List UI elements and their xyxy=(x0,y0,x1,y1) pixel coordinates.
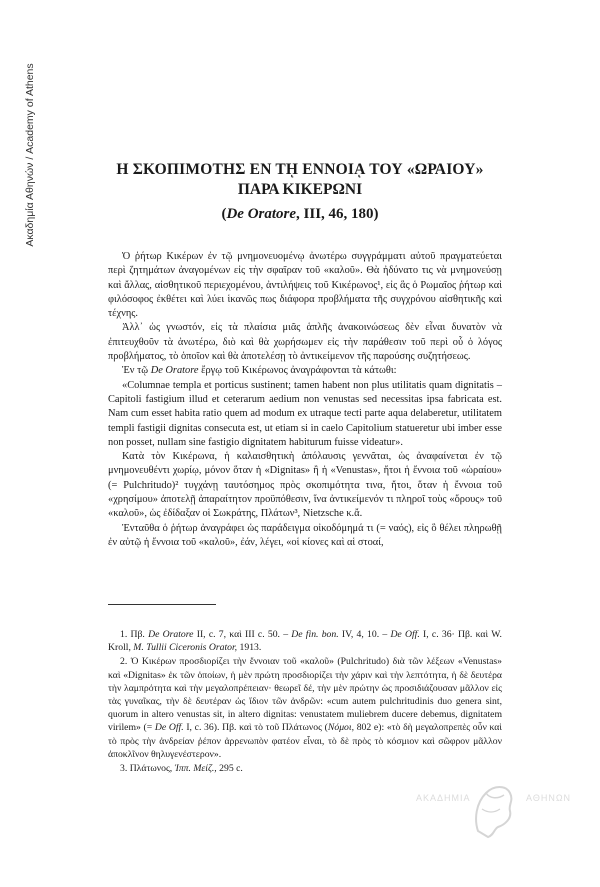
fn1-part: 1. Πβ. xyxy=(120,629,149,640)
paragraph-5: Κατὰ τὸν Κικέρωνα, ἡ καλαισθητικὴ ἀπόλαυσις γεννᾶται, ὡς ἀναφαίνεται ἐν τῷ μνημονευθέντι χωρίῳ, μόνον ὅταν ἡ «Dignitas» ἢ ἡ «Venustas», ἤτοι ἡ ἔννοια τοῦ «ὡραίου» (= Pulchritudo)² τυγχάνῃ ταυτόσημος πρὸς σκοπιμότητα τινα, ἤτοι, ὅταν ἡ ἔννοια τοῦ «χρησίμου» ἀποτελῇ ἀπαραίτητον προϋπόθεσιν, ἵνα ἀντικείμενόν τι πληροῖ τοὺς «ὅρους» τοῦ «καλοῦ», ὡς ἐδίδαξαν οἱ Σωκράτης, Πλάτων³, Nietzsche κ.ἄ. xyxy=(108,451,502,520)
archive-side-label-text: Ακαδημία Αθηνών / Academy of Athens xyxy=(24,63,36,247)
title-line-2: ΠΑΡΑ ΚΙΚΕΡΩΝΙ xyxy=(237,181,363,198)
fn1-part: II, c. 7, καὶ III c. 50. – xyxy=(193,629,292,640)
fn3-part: 3. Πλάτωνος, xyxy=(120,763,175,775)
fn2-part: Νόμοι, xyxy=(327,722,355,734)
paragraph-3-work: De Oratore xyxy=(150,365,199,377)
archive-side-label xyxy=(22,40,38,270)
title-line-1: Η ΣΚΟΠΙΜΟΤΗΣ ΕΝ Τῌ ΕΝΝΟΙᾼ ΤΟΥ «ΩΡΑΙΟΥ» xyxy=(116,161,484,178)
title-line-3-work: De Oratore xyxy=(226,206,297,222)
fn1-part: M. Tullii Ciceronis Orator, xyxy=(133,642,238,654)
article-title-block xyxy=(100,160,500,225)
fn1-part: I, c. 36· Πβ. καὶ W. Kroll, xyxy=(108,629,502,654)
fn2-part: 802 e): «τὸ δὴ μεγαλοπρεπὲς οὖν καὶ τὸ πρὸς τὴν ἀνδρείαν ῥέπον ἀρρενωπὸν φατέον εἶναι, τὸ δὲ πρὸς τὸ κόσμιον καὶ σῶφρον μᾶλλον ἀποκλῖνον θηλυγενέστερον». xyxy=(108,722,502,760)
fn2-part: 2. Ὁ Κικέρων προσδιορίζει τὴν ἔννοιαν τοῦ «καλοῦ» (Pulchritudo) διὰ τῶν λέξεων «Venustas» καὶ «Dignitas» ἐκ τῶν ὁποίων, ἡ μὲν πρώτη προσδιορίζει τὴν χάριν καὶ τὴν λεπτότητα, ἡ δὲ δευτέρα τὴν λαμπρότητα καὶ τὴν μεγαλοπρέπειαν· θεωρεῖ δέ, τὴν μὲν πρώτην ὡς προσιδιάζουσαν μᾶλλον εἰς τὰς γυναῖκας, τὴν δὲ δευτέραν ὡς ἴδιον τῶν ἀνδρῶν: «cum autem pulchritudinis duo genera sint, quorum in altero venustas sit, in altero dignitas: venustatem muliebrem ducere debemus, dignitatem virilem» (= xyxy=(108,656,502,734)
footnote-3 xyxy=(108,762,502,775)
footnote-1 xyxy=(108,628,502,654)
footnote-divider xyxy=(108,604,216,605)
title-line-3 xyxy=(100,203,500,225)
fn3-part: 295 c. xyxy=(216,763,243,775)
title-line-3-ref: , III, 46, 180) xyxy=(296,206,379,222)
paragraph-6: Ἐνταῦθα ὁ ῥήτωρ ἀναγράφει ὡς παράδειγμα οἰκοδόμημά τι (= ναός), εἰς ὃ θέλει πληρωθῇ ἐν αὐτῷ ἡ ἔννοια τοῦ «καλοῦ», ἐάν, λέγει, «οἱ κίονες καὶ αἱ στοαί, xyxy=(108,522,502,548)
fn2-part: De Off. xyxy=(154,722,184,734)
paragraph-3-post: ἔργῳ τοῦ Κικέρωνος ἀναγράφονται τὰ κάτωθι: xyxy=(198,365,397,377)
paragraph-3 xyxy=(108,364,502,378)
fn2-part: I, c. 36). Πβ. καὶ τὸ τοῦ Πλάτωνος ( xyxy=(183,722,328,734)
footnote-2 xyxy=(108,655,502,761)
article-body xyxy=(108,250,502,550)
paragraph-2: Ἀλλ᾽ ὡς γνωστόν, εἰς τὰ πλαίσια μιᾶς ἁπλῆς ἀνακοινώσεως δὲν εἶναι δυνατὸν νὰ ἐπιτευχθοῦν τὰ ἀνωτέρω, διὸ καὶ θὰ χωρήσωμεν εἰς τὴν παράθεσιν τοῦ περὶ οὗ ὁ λόγος προβλήματος, τὸ ὁποῖον καὶ θὰ ἀποτελέσῃ τὸ ἀντικείμενον τῆς παρούσης συζητήσεως. xyxy=(108,322,502,363)
paragraph-1: Ὁ ῥήτωρ Κικέρων ἐν τῷ μνημονευομένῳ ἀνωτέρω συγγράμματι αὐτοῦ πραγματεύεται περὶ ζητημάτων ἀναγομένων εἰς τὴν σφαῖραν τοῦ «καλοῦ». Θὰ ἠδύνατο τις νὰ μνημονεύσῃ καὶ ἄλλας, αἰσθητικοῦ περιεχομένου, ἀντιλήψεις τοῦ Κικέρωνος¹, εἰς ἃς ὁ Ρωμαῖος ῥήτωρ καὶ φιλόσοφος ἐκθέτει καὶ λύει ἱκανῶς πως διάφορα προβλήματα τῆς συγχρόνου αἰσθητικῆς καὶ τέχνης. xyxy=(108,251,502,320)
fn1-part: De Oratore xyxy=(148,629,194,640)
fn1-part: IV, 4, 10. – xyxy=(338,629,391,640)
academy-watermark xyxy=(416,785,576,845)
fn1-part: 1913. xyxy=(237,642,262,654)
paragraph-4-latin-quote: «Columnae templa et porticus sustinent; tamen habent non plus utilitatis quam dignitatis – Capitoli fastigium illud et ceterarum aedium non venustas sed necessitas ipsa fabricata est. Nam cum esset habita ratio quem ad modum ex utraque tecti parte aqua delaberetur, utilitatem templi fastigii dignitas consecuta est, ut etiam si in caelo Capitolium statueretur ubi imber esse non posset, nullam sine fastigio dignitatem habiturum fuisse videatur». xyxy=(108,379,502,448)
fn3-part: Ἱππ. Μείζ., xyxy=(174,763,217,775)
athena-head-icon xyxy=(464,779,520,839)
fn1-part: De fin. bon. xyxy=(291,629,339,640)
watermark-text-left: ΑΚΑΔΗΜΙΑ xyxy=(416,793,471,803)
paragraph-3-pre: Ἐν τῷ xyxy=(122,365,151,377)
watermark-text-right: ΑΘΗΝΩΝ xyxy=(526,793,572,803)
footnotes xyxy=(108,628,502,776)
fn1-part: De Off. xyxy=(390,629,420,640)
title-line-3-open: ( xyxy=(221,206,227,222)
